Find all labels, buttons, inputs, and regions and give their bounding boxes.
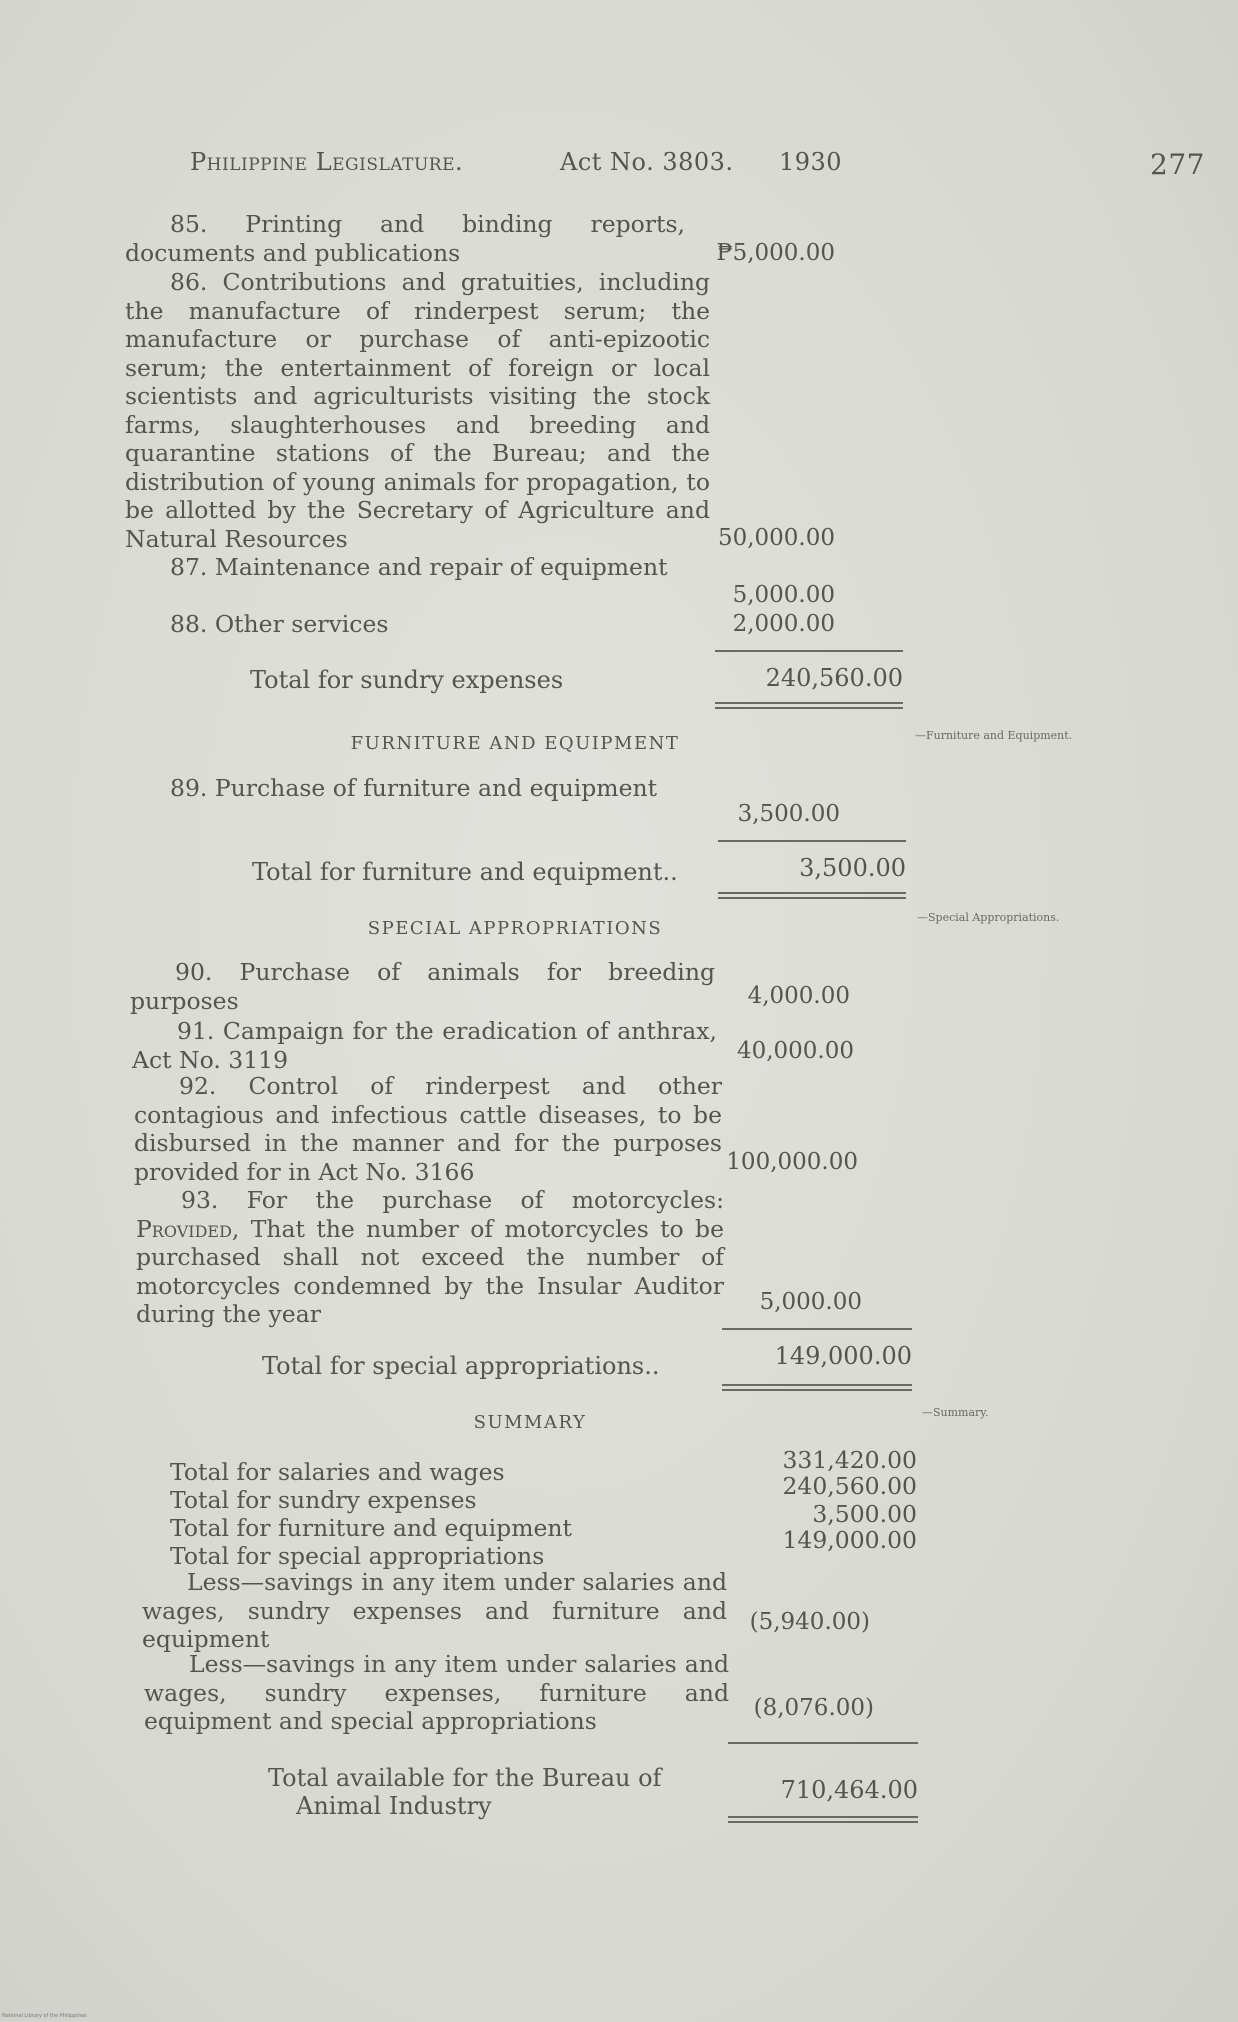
item-85-text: 85. Printing and binding reports, documents and publications xyxy=(125,210,685,267)
item-92 xyxy=(134,1072,858,1186)
item-88-amount: 2,000.00 xyxy=(732,611,835,637)
furniture-heading: FURNITURE AND EQUIPMENT xyxy=(350,733,680,754)
summary-less-1 xyxy=(142,1568,870,1654)
special-margin-note: —Special Appropriations. xyxy=(917,911,1060,924)
summary-margin-note: —Summary. xyxy=(922,1406,989,1419)
item-87-text: 87. Maintenance and repair of equipment xyxy=(170,553,668,581)
summary-rule xyxy=(728,1742,918,1744)
item-89 xyxy=(125,774,840,827)
item-93-amount: 5,000.00 xyxy=(759,1289,862,1315)
item-90-text: 90. Purchase of animals for breeding purposes xyxy=(130,958,715,1015)
item-90-amount: 4,000.00 xyxy=(747,983,850,1009)
summary-line-salaries: Total for salaries and wages xyxy=(170,1458,505,1486)
summary-less-1-amount: (5,940.00) xyxy=(749,1609,870,1635)
item-89-text: 89. Purchase of furniture and equipment xyxy=(170,774,658,802)
summary-amount-furniture: 3,500.00 xyxy=(812,1500,917,1528)
special-rule xyxy=(722,1328,912,1330)
item-86-amount: 50,000.00 xyxy=(717,525,835,551)
sundry-rule xyxy=(715,650,903,652)
item-88-text: 88. Other services xyxy=(170,610,389,638)
summary-total-label-2: Animal Industry xyxy=(296,1792,492,1820)
header-year: 1930 xyxy=(779,148,843,176)
item-88 xyxy=(125,610,835,639)
sundry-double-rule xyxy=(715,702,903,709)
summary-less-2 xyxy=(144,1650,874,1736)
summary-line-sundry: Total for sundry expenses xyxy=(170,1486,477,1514)
item-92-text: 92. Control of rinderpest and other contagious and infectious cattle diseases, to be disbursed in the manner and for the purposes provided for in Act No. 3166 xyxy=(134,1072,722,1186)
item-93-proviso: Provided, xyxy=(136,1214,240,1243)
item-91-text: 91. Campaign for the eradication of anthrax, Act No. 3119 xyxy=(132,1017,717,1074)
item-91 xyxy=(132,1017,854,1074)
sundry-total-label: Total for sundry expenses xyxy=(250,666,564,694)
summary-less-2-amount: (8,076.00) xyxy=(753,1695,874,1721)
summary-total-label-1: Total available for the Bureau of xyxy=(268,1764,662,1792)
sundry-total-amount: 240,560.00 xyxy=(765,664,903,692)
special-heading: SPECIAL APPROPRIATIONS xyxy=(367,918,663,939)
page-number: 277 xyxy=(1150,148,1205,181)
item-93-lead: 93. For the purchase of motorcycles: xyxy=(181,1186,724,1214)
item-85 xyxy=(125,210,835,267)
item-93-rest: That the number of motorcycles to be purchased shall not exceed the number of motorcycles condemned by the Insular Auditor during the year xyxy=(136,1214,724,1328)
scan-footer: National Library of the Philippines xyxy=(2,2013,87,2019)
special-total-amount: 149,000.00 xyxy=(774,1342,912,1370)
summary-double-rule xyxy=(728,1816,918,1823)
item-86 xyxy=(125,268,835,553)
summary-total-amount: 710,464.00 xyxy=(780,1776,918,1804)
furniture-margin-note: —Furniture and Equipment. xyxy=(915,729,1073,742)
item-87-amount: 5,000.00 xyxy=(732,582,835,608)
furniture-rule xyxy=(718,840,906,842)
item-86-text: 86. Contributions and gratuities, including the manufacture of rinderpest serum; the manufacture or purchase of anti-epizootic serum; the entertainment of foreign or local scientists and agriculturists visiting the stock farms, slaughterhouses and breeding and quarantine stations of the Bureau; and the distribution of young animals for propagation, to be allotted by the Secretary of Agriculture and Natural Resources xyxy=(125,268,710,553)
item-92-amount: 100,000.00 xyxy=(726,1149,858,1175)
item-85-amount: ₱5,000.00 xyxy=(716,240,835,266)
item-91-amount: 40,000.00 xyxy=(736,1038,854,1064)
furniture-total-amount: 3,500.00 xyxy=(799,854,906,882)
summary-less-2-text: Less—savings in any item under salaries and wages, sundry expenses, furniture and equipment and special appropriations xyxy=(144,1650,729,1735)
header-act: Act No. 3803. xyxy=(560,148,734,176)
summary-line-furniture: Total for furniture and equipment xyxy=(170,1514,572,1542)
summary-less-1-text: Less—savings in any item under salaries and wages, sundry expenses and furniture and equipment xyxy=(142,1568,727,1653)
item-87 xyxy=(125,553,835,608)
furniture-total-label: Total for furniture and equipment.. xyxy=(252,858,678,886)
item-89-amount: 3,500.00 xyxy=(737,801,840,827)
furniture-double-rule xyxy=(718,892,906,899)
summary-amount-special: 149,000.00 xyxy=(782,1526,917,1554)
header-legislature: Philippine Legislature. xyxy=(190,148,464,176)
summary-line-special: Total for special appropriations xyxy=(170,1542,545,1570)
item-90 xyxy=(130,958,850,1015)
summary-amount-salaries: 331,420.00 xyxy=(782,1446,917,1474)
summary-amount-sundry: 240,560.00 xyxy=(782,1472,917,1500)
special-total-label: Total for special appropriations.. xyxy=(262,1352,660,1380)
summary-heading: SUMMARY xyxy=(473,1412,587,1433)
item-93 xyxy=(136,1186,862,1329)
special-double-rule xyxy=(722,1384,912,1391)
